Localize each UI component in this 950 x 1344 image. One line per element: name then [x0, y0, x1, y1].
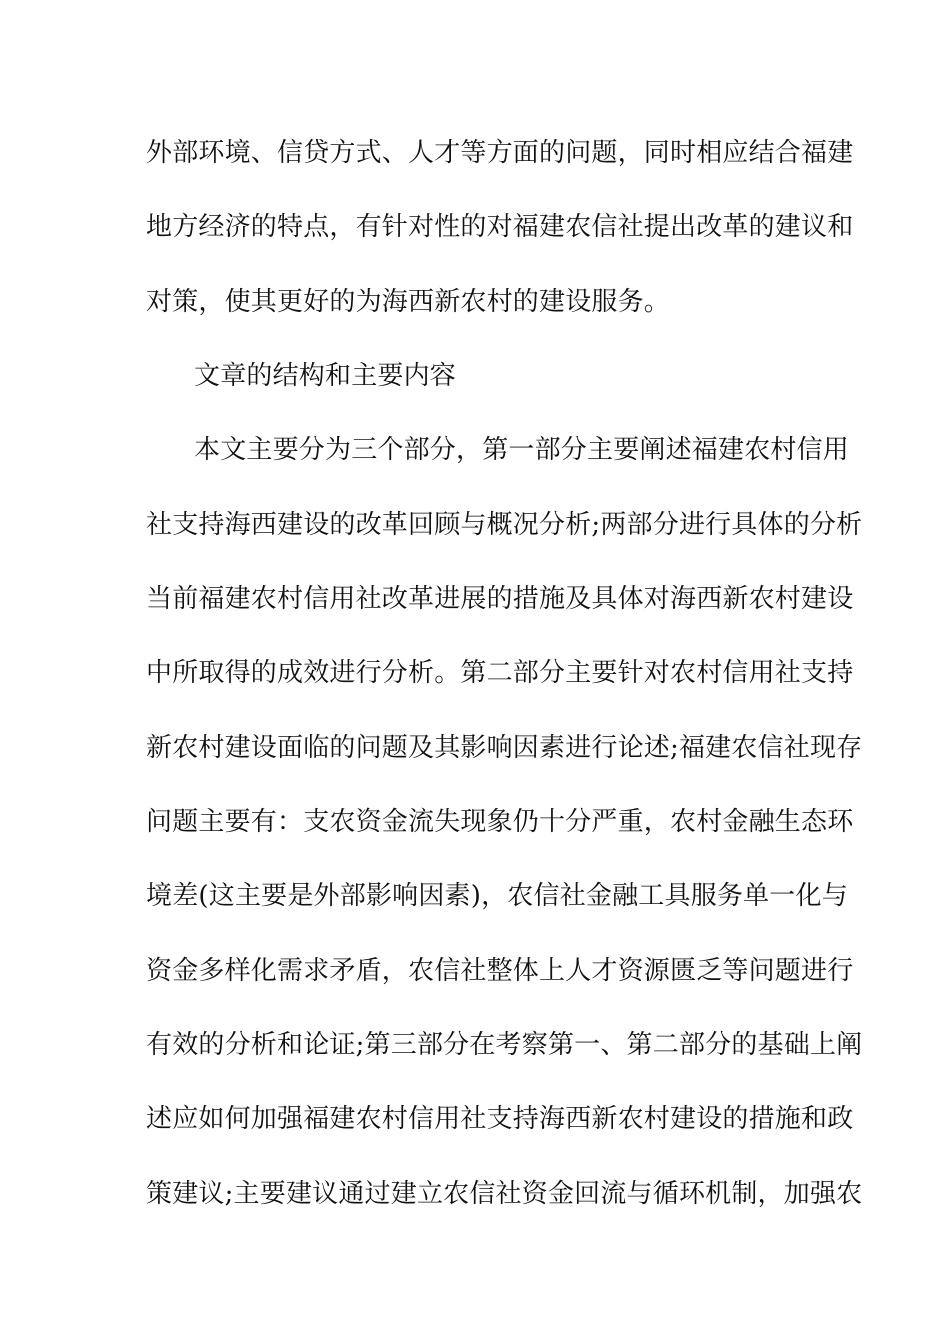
paragraph-line: 本文主要分为三个部分，第一部分主要阐述福建农村信用 — [194, 435, 850, 465]
paragraph-line: 地方经济的特点，有针对性的对福建农信社提出改革的建议和 — [146, 212, 854, 242]
paragraph-line: 社支持海西建设的改革回顾与概况分析;两部分进行具体的分析 — [146, 510, 863, 540]
paragraph-line: 述应如何加强福建农村信用社支持海西新农村建设的措施和政 — [146, 1104, 854, 1134]
section-heading: 文章的结构和主要内容 — [194, 361, 457, 391]
paragraph-line: 资金多样化需求矛盾，农信社整体上人才资源匮乏等问题进行 — [146, 956, 854, 986]
paragraph-line: 中所取得的成效进行分析。第二部分主要针对农村信用社支持 — [146, 658, 854, 688]
paragraph-line: 境差(这主要是外部影响因素)，农信社金融工具服务单一化与 — [146, 881, 848, 911]
paragraph-line: 策建议;主要建议通过建立农信社资金回流与循环机制，加强农 — [146, 1179, 863, 1209]
paragraph-line: 有效的分析和论证;第三部分在考察第一、第二部分的基础上阐 — [146, 1030, 863, 1060]
paragraph-line: 新农村建设面临的问题及其影响因素进行论述;福建农信社现存 — [146, 733, 863, 763]
paragraph-line: 问题主要有：支农资金流失现象仍十分严重，农村金融生态环 — [146, 807, 854, 837]
paragraph-line: 外部环境、信贷方式、人才等方面的问题，同时相应结合福建 — [146, 138, 854, 168]
paragraph-line: 当前福建农村信用社改革进展的措施及具体对海西新农村建设 — [146, 584, 854, 614]
paragraph-line: 对策，使其更好的为海西新农村的建设服务。 — [146, 287, 671, 317]
